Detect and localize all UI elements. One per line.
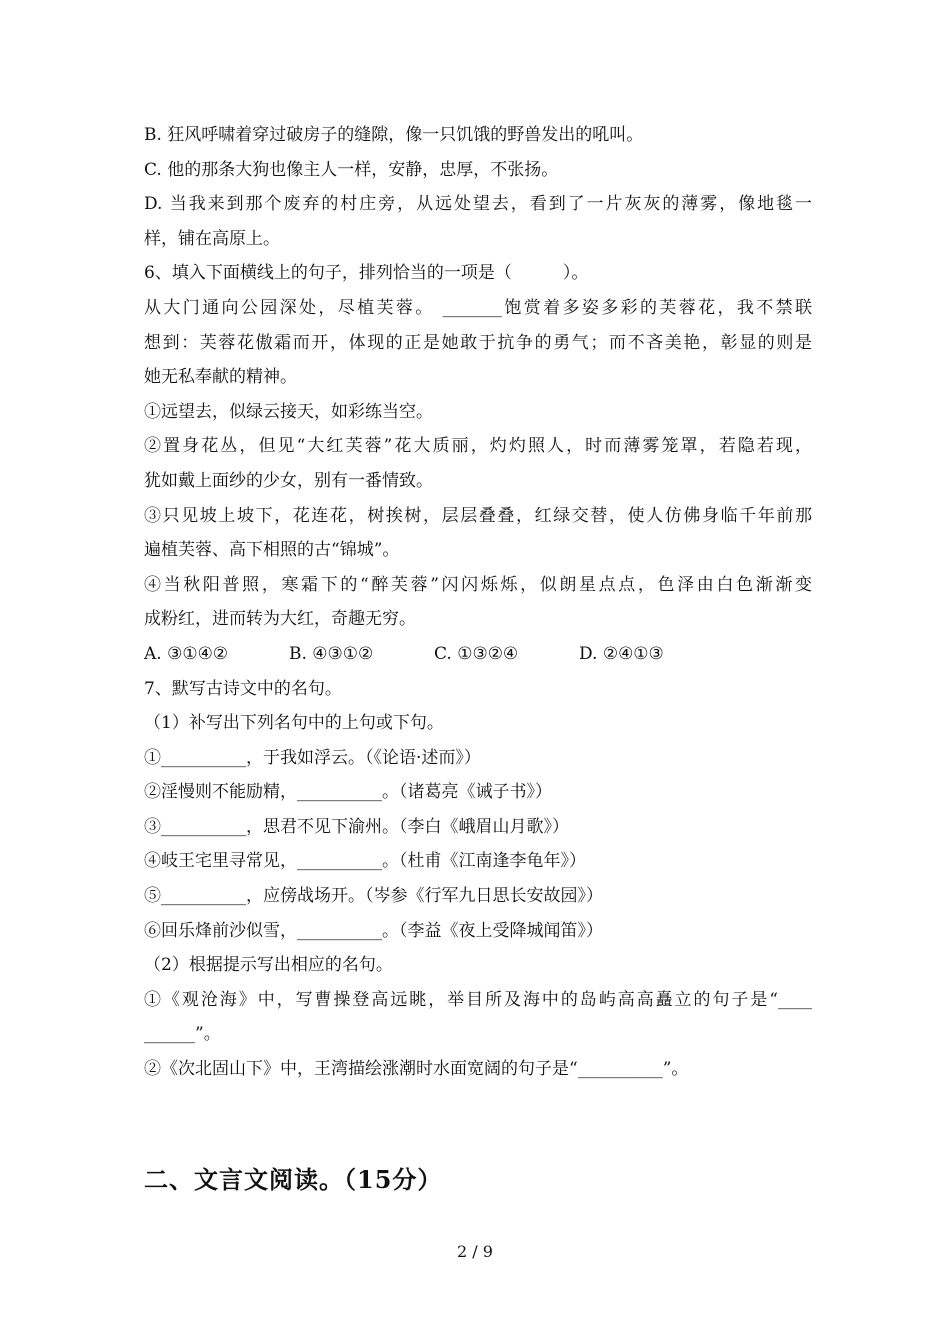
q7-part1-item-2: ②淫慢则不能励精，__________。（诸葛亮《诫子书》）	[144, 782, 552, 803]
q6-passage-line1: 从大门通向公园深处，尽植芙蓉。 _______饱赏着多姿多彩的芙蓉花，我不禁联	[144, 297, 812, 318]
q6-options	[144, 637, 812, 672]
q7-part1-title: （1）补写出下列名句中的上句或下句。	[144, 713, 444, 734]
section-title: 二、文言文阅读。（15分）	[144, 1165, 443, 1194]
page-number: 2 / 9	[457, 1242, 493, 1261]
q6-item-3-line1: ③只见坡上坡下，花连花，树挨树，层层叠叠，红绿交替，使人仿佛身临千年前那	[144, 505, 812, 526]
q6-option-a: A. ③①④②	[144, 643, 229, 664]
q6-item-2-line1: ②置身花丛，但见“大红芙蓉”花大质丽，灼灼照人，时而薄雾笼罩，若隐若现，	[144, 436, 812, 457]
q6-item-2-line2: 犹如戴上面纱的少女，别有一番情致。	[144, 470, 433, 491]
q5-option-c: C. 他的那条大狗也像主人一样，安静，忠厚，不张扬。	[144, 159, 559, 180]
q5-option-b: B. 狂风呼啸着穿过破房子的缝隙，像一只饥饿的野兽发出的吼叫。	[144, 125, 644, 145]
q6-stem: 6、填入下面横线上的句子，排列恰当的一项是（ ）。	[144, 263, 589, 284]
q6-option-d: D. ②④①③	[579, 643, 664, 664]
q6-passage-line3: 她无私奉献的精神。	[144, 367, 297, 388]
q6-passage-line2: 想到：芙蓉花傲霜而开，体现的正是她敢于抗争的勇气；而不吝美艳，彰显的则是	[144, 332, 812, 353]
q7-part1-item-3: ③__________，思君不见下渝州。（李白《峨眉山月歌》）	[144, 816, 569, 837]
q7-part1-item-5: ⑤__________，应傍战场开。（岑参《行军九日思长安故园》）	[144, 886, 603, 907]
q7-part2-title: （2）根据提示写出相应的名句。	[144, 955, 393, 976]
q7-part2-item-2: ②《次北固山下》中，王湾描绘涨潮时水面宽阔的句子是“__________”。	[144, 1059, 689, 1080]
q7-part2-item-1-line2: ______”。	[144, 1024, 221, 1045]
question-content	[144, 118, 812, 1087]
q6-item-4-line1: ④当秋阳普照，寒霜下的“醉芙蓉”闪闪烁烁，似朗星点点，色泽由白色渐渐变	[144, 574, 812, 595]
q6-item-4-line2: 成粉红，进而转为大红，奇趣无穷。	[144, 609, 416, 630]
q6-option-b: B. ④③①②	[289, 643, 374, 664]
q5-option-d-line2: 样，铺在高原上。	[144, 228, 280, 249]
q7-part2-item-1-line1: ①《观沧海》中，写曹操登高远眺，举目所及海中的岛屿高高矗立的句子是“____	[144, 989, 812, 1010]
q6-item-1: ①远望去，似绿云接天，如彩练当空。	[144, 401, 433, 422]
q6-item-3-line2: 遍植芙蓉、高下相照的古“锦城”。	[144, 540, 400, 561]
q7-stem: 7、默写古诗文中的名句。	[144, 678, 342, 699]
q7-part1-item-1: ①__________，于我如浮云。（《论语·述而》）	[144, 747, 481, 768]
q7-part1-item-6: ⑥回乐烽前沙似雪，__________。（李益《夜上受降城闻笛》）	[144, 920, 603, 941]
q6-option-c: C. ①③②④	[434, 643, 519, 664]
q5-option-d-line1: D. 当我来到那个废弃的村庄旁，从远处望去，看到了一片灰灰的薄雾，像地毯一	[144, 194, 812, 215]
q7-part1-item-4: ④岐王宅里寻常见，__________。（杜甫《江南逢李龟年》）	[144, 851, 586, 872]
